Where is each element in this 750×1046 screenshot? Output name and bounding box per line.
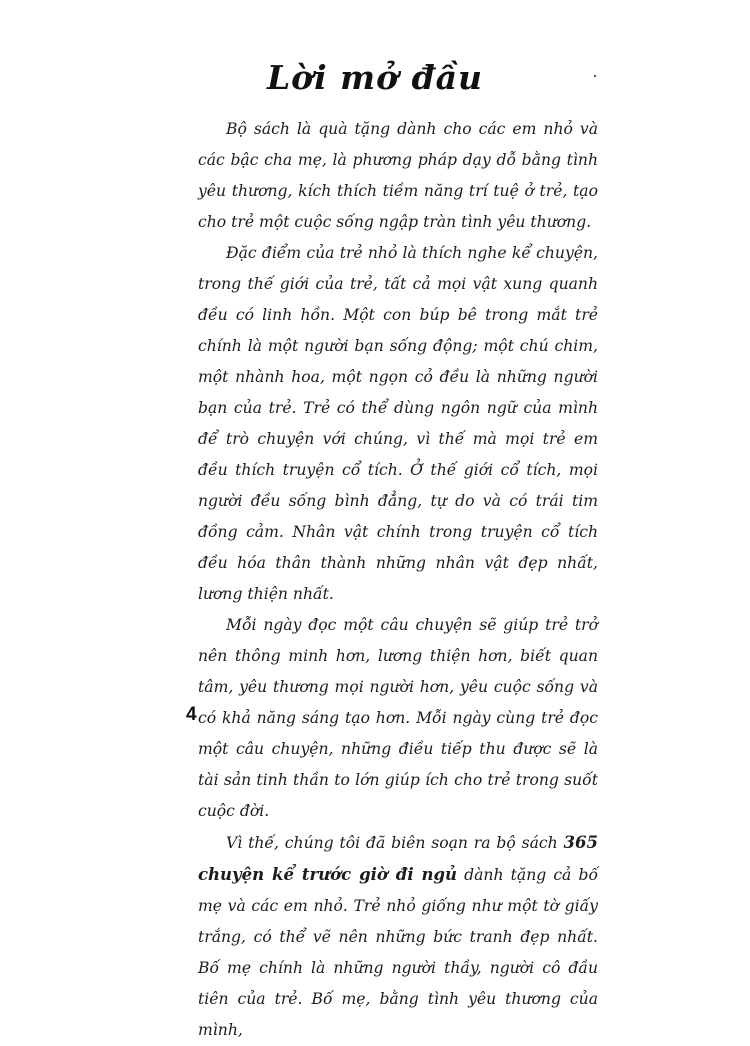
paragraph-3: Mỗi ngày đọc một câu chuyện sẽ giúp trẻ trở nên thông minh hơn, lương thiện hơn, biết quan tâm, yêu thương mọi người hơn, yêu cuộc sống và có khả năng sáng tạo hơn. Mỗi ngày cùng trẻ đọc một câu chuyện, những điều tiếp thu được sẽ là tài sản tinh thần to lớn giúp ích cho trẻ trong suốt cuộc đời. (198, 616, 598, 820)
body-text (198, 114, 598, 1046)
book-title: 365 chuyện kể trước giờ đi ngủ (198, 833, 598, 884)
paragraph-4 (198, 827, 598, 1046)
paragraph-1: Bộ sách là quà tặng dành cho các em nhỏ và các bậc cha mẹ, là phương pháp dạy dỗ bằng tình yêu thương, kích thích tiềm năng trí tuệ ở trẻ, tạo cho trẻ một cuộc sống ngập tràn tình yêu thương. (198, 120, 598, 231)
paragraph-2: Đặc điểm của trẻ nhỏ là thích nghe kể chuyện, trong thế giới của trẻ, tất cả mọi vật xung quanh đều có linh hồn. Một con búp bê trong mắt trẻ chính là một người bạn sống động; một chú chim, một nhành hoa, một ngọn cỏ đều là những người bạn của trẻ. Trẻ có thể dùng ngôn ngữ của mình để trò chuyện với chúng, vì thế mà mọi trẻ em đều thích truyện cổ tích. Ở thế giới cổ tích, mọi người đều sống bình đẳng, tự do và có trái tim đồng cảm. Nhân vật chính trong truyện cổ tích đều hóa thân thành những nhân vật đẹp nhất, lương thiện nhất. (198, 244, 598, 603)
print-speck (594, 75, 596, 77)
page-title: Lời mở đầu (266, 58, 484, 97)
paragraph-4-intro: Vì thế, chúng tôi đã biên soạn ra bộ sách (226, 834, 564, 852)
paragraph-4-rest: dành tặng cả bố mẹ và các em nhỏ. Trẻ nhỏ giống như một tờ giấy trắng, có thể vẽ nên những bức tranh đẹp nhất. Bố mẹ chính là những người thầy, người cô đầu tiên của trẻ. Bố mẹ, bằng tình yêu thương của mình, (198, 866, 598, 1039)
page-number: 4 (186, 704, 197, 725)
